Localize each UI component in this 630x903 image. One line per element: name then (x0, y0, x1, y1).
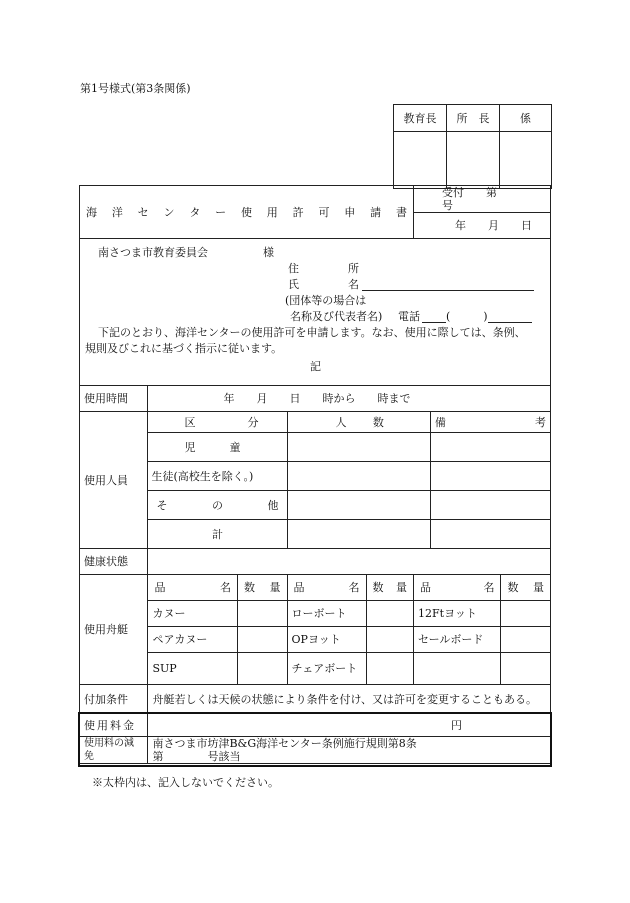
boat-canoe-qty[interactable] (238, 601, 288, 627)
boat-sailboard-qty[interactable] (501, 627, 551, 653)
boat-rowboat-qty[interactable] (366, 601, 413, 627)
name-field[interactable] (362, 278, 534, 291)
fee-label: 使用料金 (80, 714, 148, 737)
boat-rowboat: ローボート (287, 601, 366, 627)
addressee-honorific: 様 (263, 246, 274, 259)
users-row-children: 児 童 (148, 433, 287, 462)
users-students-count[interactable] (287, 462, 430, 491)
exemption-line-2: 第 号該当 (152, 750, 241, 763)
conditions-text: 舟艇若しくは天候の状態により条件を付け、又は許可を変更することもある。 (148, 685, 551, 714)
form-number: 第1号様式(第3条関係) (80, 82, 191, 95)
phone-field[interactable]: ( ) (422, 310, 532, 323)
form-title: 海 洋 セ ン タ ー 使 用 許 可 申 請 書 (80, 186, 414, 239)
usage-time-label: 使用時間 (80, 386, 148, 412)
usage-time-field[interactable]: 年 月 日 時から 時まで (148, 386, 551, 412)
exemption-line-1: 南さつま市坊津B&G海洋センター条例施行規則第8条 (152, 737, 417, 750)
declaration-line-2: 規則及びこれに基づく指示に従います。 (85, 342, 283, 355)
boat-pair-canoe-qty[interactable] (238, 627, 288, 653)
exemption-field[interactable] (148, 737, 551, 764)
boat-chair-boat-qty[interactable] (366, 653, 413, 685)
stamp-box-staff[interactable] (500, 132, 552, 189)
boat-op-yacht: OPヨット (287, 627, 366, 653)
conditions-label: 付加条件 (80, 685, 148, 714)
boat-empty-qty[interactable] (501, 653, 551, 685)
users-label: 使用人員 (80, 412, 148, 549)
boat-sup: SUP (148, 653, 238, 685)
users-row-total: 計 (148, 520, 287, 549)
boats-label: 使用舟艇 (80, 575, 148, 685)
health-label: 健康状態 (80, 549, 148, 575)
users-total-note[interactable] (430, 520, 550, 549)
stamp-header-superintendent: 教育長 (394, 105, 447, 132)
boat-12ft-yacht-qty[interactable] (501, 601, 551, 627)
stamp-box-director[interactable] (447, 132, 500, 189)
users-total-count[interactable] (287, 520, 430, 549)
boat-op-yacht-qty[interactable] (366, 627, 413, 653)
receipt-date[interactable]: 年 月 日 (414, 213, 551, 239)
boat-canoe: カヌー (148, 601, 238, 627)
declaration-line-1: 下記のとおり、海洋センターの使用許可を申請します。なお、使用に際しては、条例、 (98, 326, 526, 339)
applicant-block: 南さつま市教育委員会 様 住 所 氏 名 (団体等の場合は 名称及び代表者名) 電話 ( ) 下記のとおり、海洋センターの使用許可を申請します。なお、使用に際しては、条例、 規則及びこれに基づく指示に従います。 記 (80, 239, 551, 386)
users-children-count[interactable] (287, 433, 430, 462)
health-field[interactable] (148, 549, 551, 575)
ki-heading: 記 (310, 360, 321, 373)
receipt-number[interactable]: 受付 第 号 (414, 186, 551, 213)
footer-note: ※太枠内は、記入しないでください。 (92, 776, 279, 789)
users-row-students: 生徒(高校生を除く。) (148, 462, 287, 491)
approval-stamp-table (393, 104, 552, 189)
boat-pair-canoe: ペアカヌー (148, 627, 238, 653)
stamp-box-superintendent[interactable] (394, 132, 447, 189)
addressee: 南さつま市教育委員会 (98, 246, 208, 259)
boat-empty[interactable] (414, 653, 501, 685)
boat-sailboard: セールボード (414, 627, 501, 653)
boat-12ft-yacht: 12Ftヨット (414, 601, 501, 627)
phone-label: 電話 (398, 310, 420, 323)
stamp-header-staff: 係 (500, 105, 552, 132)
boat-chair-boat: チェアボート (287, 653, 366, 685)
users-children-note[interactable] (430, 433, 550, 462)
users-students-note[interactable] (430, 462, 550, 491)
exemption-label: 使用料の減免 (80, 737, 148, 764)
application-form: 海 洋 セ ン タ ー 使 用 許 可 申 請 書 受付 第 号 年 月 日 南さつま市教育委員会 様 住 所 氏 名 (団体等の場合は 名称及び代表者名) 電話 ( ) 下記のとおり、海洋センターの使用許可を申請します。なお、使用に際しては、条例、 規則及びこれに基づく指示に従います。 記 使用時間 年 月 日 時から 時まで 使用人員 区 分 人 数 備 考 児 童 生徒(高校生を除く。) そ の 他 計 健康状態 使用舟艇 品 名 数 量 品 名 数 量 品 名 数 量 カヌー ローボート 12Ftヨット ペアカヌー OPヨット セールボード SUP チェアボート 付加条件 舟艇若しくは天候の状態により条件を付け、又は許可を変更することもある。 使用料金 円 使用料の減免 南さつま市坊津B&G海洋センター条例施行規則第8条 第 号該当 (79, 185, 551, 764)
stamp-header-director: 所 長 (447, 105, 500, 132)
boat-sup-qty[interactable] (238, 653, 288, 685)
fee-field[interactable]: 円 (148, 714, 551, 737)
users-other-count[interactable] (287, 491, 430, 520)
users-other-note[interactable] (430, 491, 550, 520)
users-row-other: そ の 他 (148, 491, 287, 520)
